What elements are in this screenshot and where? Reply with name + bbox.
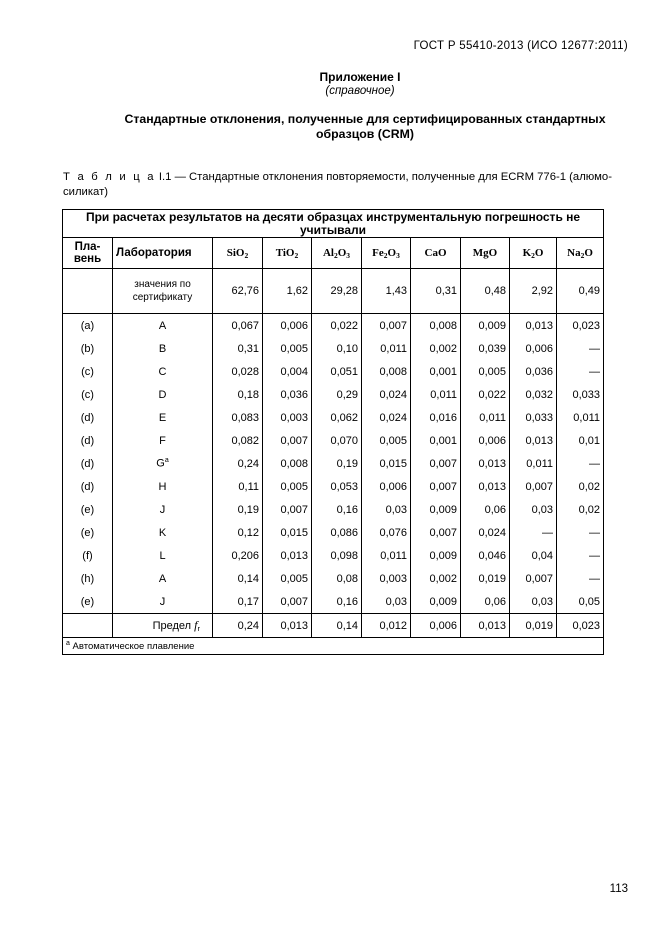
lab-code: C <box>158 365 167 378</box>
value-cell: 0,013 <box>263 544 312 567</box>
certified-value: 62,76 <box>213 269 263 314</box>
value-cell: — <box>510 521 557 544</box>
value-cell: 0,03 <box>510 590 557 614</box>
column-header-oxide <box>362 238 411 269</box>
value-cell: 0,12 <box>213 521 263 544</box>
certified-value: 1,43 <box>362 269 411 314</box>
certified-value: 0,48 <box>461 269 510 314</box>
lab-code: H <box>158 480 167 493</box>
value-cell: 0,098 <box>312 544 362 567</box>
melt-cell: (c) <box>63 383 113 406</box>
value-cell: 0,001 <box>411 360 461 383</box>
value-cell: — <box>589 572 601 585</box>
column-header-oxide <box>461 238 510 269</box>
value-cell: 0,011 <box>573 411 601 424</box>
table-row <box>63 475 604 498</box>
value-cell: 0,083 <box>213 406 263 429</box>
value-cell: 0,011 <box>411 383 461 406</box>
value-cell: 0,03 <box>362 498 411 521</box>
value-cell: 0,024 <box>362 406 411 429</box>
value-cell: 0,002 <box>411 567 461 590</box>
value-cell: 0,011 <box>362 337 411 360</box>
limit-value: 0,013 <box>461 614 510 638</box>
column-header-lab: Лаборатория <box>113 238 213 269</box>
value-cell: — <box>589 526 601 539</box>
value-cell: 0,19 <box>312 452 362 475</box>
value-cell: — <box>589 549 601 562</box>
value-cell: 0,023 <box>572 319 601 332</box>
lab-code: L <box>159 549 166 562</box>
value-cell: 0,007 <box>510 567 557 590</box>
lab-cell <box>113 521 213 544</box>
value-cell: 0,016 <box>411 406 461 429</box>
table-row <box>63 498 604 521</box>
lab-cell <box>113 590 213 614</box>
value-cell: 0,005 <box>263 337 312 360</box>
table-row <box>63 314 604 338</box>
value-cell: 0,001 <box>411 429 461 452</box>
appendix-subtitle: (справочное) <box>325 85 395 97</box>
value-cell: 0,004 <box>263 360 312 383</box>
value-cell: 0,036 <box>263 383 312 406</box>
melt-cell: (d) <box>63 406 113 429</box>
value-cell: 0,14 <box>213 567 263 590</box>
value-cell: 0,013 <box>461 475 510 498</box>
limit-value: 0,013 <box>263 614 312 638</box>
oxide-base: Al <box>322 246 334 259</box>
value-cell: 0,011 <box>461 406 510 429</box>
value-cell: 0,028 <box>213 360 263 383</box>
certified-value: 1,62 <box>263 269 312 314</box>
value-cell: 0,013 <box>510 314 557 338</box>
oxide-base: K <box>522 246 532 259</box>
melt-cell: (e) <box>63 590 113 614</box>
table-row <box>63 567 604 590</box>
table-row <box>63 544 604 567</box>
lab-code: E <box>158 411 167 424</box>
value-cell: 0,082 <box>213 429 263 452</box>
oxide-subscript: 2 <box>294 250 299 260</box>
lab-cell <box>113 314 213 338</box>
limit-value: 0,24 <box>213 614 263 638</box>
oxide-subscript: 2 <box>333 250 338 260</box>
value-cell: 0,053 <box>312 475 362 498</box>
value-cell: 0,007 <box>263 590 312 614</box>
value-cell: 0,19 <box>213 498 263 521</box>
certified-value: 29,28 <box>312 269 362 314</box>
limit-value: 0,023 <box>557 614 604 638</box>
value-cell: 0,29 <box>312 383 362 406</box>
lab-code: A <box>158 572 167 585</box>
value-cell: 0,007 <box>411 521 461 544</box>
column-header-oxide <box>263 238 312 269</box>
oxide-base: Na <box>567 246 581 259</box>
value-cell: 0,06 <box>461 498 510 521</box>
value-cell: 0,006 <box>461 429 510 452</box>
column-header-oxide <box>510 238 557 269</box>
value-cell: 0,011 <box>362 544 411 567</box>
lab-cell <box>113 429 213 452</box>
value-cell: 0,007 <box>411 452 461 475</box>
lab-cell <box>113 475 213 498</box>
footnote-marker: a <box>164 457 169 465</box>
lab-code: J <box>159 503 166 516</box>
melt-cell <box>63 614 113 638</box>
value-cell: — <box>589 342 601 355</box>
lab-code: A <box>158 319 167 332</box>
value-cell: 0,17 <box>213 590 263 614</box>
oxide-base: TiO <box>275 246 295 259</box>
melt-cell: (e) <box>63 498 113 521</box>
lab-cell <box>113 452 213 475</box>
footnote-marker: a <box>66 639 70 647</box>
value-cell: — <box>589 365 601 378</box>
lab-cell <box>113 544 213 567</box>
limit-row <box>63 614 604 638</box>
value-cell: 0,009 <box>411 590 461 614</box>
oxide-subscript: 2 <box>580 250 585 260</box>
certified-value: 0,31 <box>411 269 461 314</box>
limit-symbol-subscript: r <box>197 624 200 633</box>
value-cell: 0,01 <box>578 434 601 447</box>
oxide-subscript: 2 <box>383 250 388 260</box>
footnote-row <box>63 638 604 655</box>
value-cell: 0,08 <box>312 567 362 590</box>
value-cell: 0,005 <box>461 360 510 383</box>
oxide-rest: O <box>387 246 397 259</box>
value-cell: 0,086 <box>312 521 362 544</box>
value-cell: 0,206 <box>213 544 263 567</box>
value-cell: 0,019 <box>461 567 510 590</box>
column-header-oxide <box>213 238 263 269</box>
value-cell: 0,009 <box>411 498 461 521</box>
table-row <box>63 406 604 429</box>
value-cell: 0,051 <box>312 360 362 383</box>
melt-cell: (d) <box>63 452 113 475</box>
oxide-subscript: 3 <box>396 250 400 260</box>
value-cell: 0,16 <box>312 590 362 614</box>
value-cell: 0,05 <box>578 595 601 608</box>
value-cell: 0,03 <box>510 498 557 521</box>
value-cell: 0,062 <box>312 406 362 429</box>
value-cell: 0,007 <box>263 429 312 452</box>
value-cell: 0,007 <box>510 475 557 498</box>
oxide-rest: O <box>337 246 347 259</box>
value-cell: 0,022 <box>312 314 362 338</box>
value-cell: 0,006 <box>362 475 411 498</box>
value-cell: 0,022 <box>461 383 510 406</box>
value-cell: 0,013 <box>461 452 510 475</box>
limit-value: 0,14 <box>312 614 362 638</box>
table-span-header: При расчетах результатов на десяти образцах инструментальную погрешность не учитывали <box>63 210 604 238</box>
oxide-subscript: 2 <box>244 250 249 260</box>
table-row <box>63 590 604 614</box>
table-caption <box>63 170 633 200</box>
oxide-base: CaO <box>424 247 447 259</box>
value-cell: 0,003 <box>362 567 411 590</box>
column-header-oxide <box>312 238 362 269</box>
table-row <box>63 521 604 544</box>
value-cell: 0,04 <box>510 544 557 567</box>
table-row <box>63 452 604 475</box>
value-cell: — <box>589 457 601 470</box>
melt-cell: (f) <box>63 544 113 567</box>
limit-value: 0,012 <box>362 614 411 638</box>
column-header-oxide <box>557 238 604 269</box>
value-cell: 0,008 <box>362 360 411 383</box>
value-cell: 0,008 <box>263 452 312 475</box>
oxide-base: Fe <box>372 246 384 259</box>
value-cell: 0,015 <box>263 521 312 544</box>
limit-value: 0,019 <box>510 614 557 638</box>
standard-number: ГОСТ Р 55410-2013 (ИСО 12677:2011) <box>413 40 628 52</box>
oxide-subscript: 2 <box>531 250 535 260</box>
melt-cell: (b) <box>63 337 113 360</box>
lab-cell <box>113 567 213 590</box>
table-row <box>63 337 604 360</box>
lab-cell <box>113 406 213 429</box>
value-cell: 0,002 <box>411 337 461 360</box>
limit-symbol: f <box>194 618 198 632</box>
value-cell: 0,008 <box>411 314 461 338</box>
value-cell: 0,024 <box>362 383 411 406</box>
lab-code: F <box>159 434 166 447</box>
value-cell: 0,024 <box>461 521 510 544</box>
value-cell: 0,070 <box>312 429 362 452</box>
value-cell: 0,005 <box>362 429 411 452</box>
table-caption-text: I.1 — Стандартные отклонения повторяемости, полученные для ECRM 776-1 (алюмо-силикат) <box>63 171 612 198</box>
value-cell: 0,006 <box>510 337 557 360</box>
value-cell: 0,007 <box>263 498 312 521</box>
lab-code: D <box>158 388 167 401</box>
value-cell: 0,02 <box>578 480 601 493</box>
value-cell: 0,006 <box>263 314 312 338</box>
value-cell: 0,013 <box>510 429 557 452</box>
section-heading: Стандартные отклонения, полученные для сертифицированных стандартных образцов (CRM) <box>124 112 606 141</box>
value-cell: 0,039 <box>461 337 510 360</box>
table-row <box>63 429 604 452</box>
certified-value: 0,49 <box>557 269 604 314</box>
value-cell: 0,011 <box>510 452 557 475</box>
value-cell: 0,06 <box>461 590 510 614</box>
value-cell: 0,036 <box>510 360 557 383</box>
column-header-oxide <box>411 238 461 269</box>
value-cell: 0,076 <box>362 521 411 544</box>
oxide-subscript: 3 <box>346 250 351 260</box>
melt-cell: (c) <box>63 360 113 383</box>
oxide-rest: O <box>584 246 593 259</box>
value-cell: 0,02 <box>578 503 601 516</box>
value-cell: 0,009 <box>461 314 510 338</box>
value-cell: 0,005 <box>263 567 312 590</box>
melt-cell: (e) <box>63 521 113 544</box>
lab-cell <box>113 383 213 406</box>
value-cell: 0,005 <box>263 475 312 498</box>
deviation-table <box>62 209 604 655</box>
lab-code: G <box>156 457 165 470</box>
column-header-melt: Пла-вень <box>63 238 113 269</box>
lab-cell <box>113 498 213 521</box>
lab-cell <box>113 337 213 360</box>
value-cell: 0,033 <box>510 406 557 429</box>
footnote <box>63 638 604 655</box>
value-cell: 0,10 <box>312 337 362 360</box>
lab-code: B <box>158 342 167 355</box>
value-cell: 0,03 <box>362 590 411 614</box>
value-cell: 0,16 <box>312 498 362 521</box>
value-cell: 0,11 <box>213 475 263 498</box>
limit-label: Предел <box>152 620 195 632</box>
certified-values-row <box>63 269 604 314</box>
melt-cell: (d) <box>63 429 113 452</box>
melt-cell: (d) <box>63 475 113 498</box>
lab-cell <box>113 360 213 383</box>
value-cell: 0,007 <box>411 475 461 498</box>
appendix-title: Приложение I <box>319 70 401 84</box>
oxide-base: MgO <box>472 247 498 259</box>
melt-cell: (a) <box>63 314 113 338</box>
value-cell: 0,033 <box>572 388 601 401</box>
limit-value: 0,006 <box>411 614 461 638</box>
value-cell: 0,009 <box>411 544 461 567</box>
value-cell: 0,18 <box>213 383 263 406</box>
certified-label: значения по сертификату <box>113 269 213 314</box>
value-cell: 0,015 <box>362 452 411 475</box>
value-cell: 0,032 <box>510 383 557 406</box>
table-row <box>63 360 604 383</box>
value-cell: 0,067 <box>213 314 263 338</box>
lab-code: J <box>159 595 166 608</box>
footnote-text: Автоматическое плавление <box>69 641 195 653</box>
table-caption-prefix: Т а б л и ц а <box>63 171 156 183</box>
value-cell: 0,046 <box>461 544 510 567</box>
limit-label-cell <box>113 614 213 638</box>
value-cell: 0,31 <box>213 337 263 360</box>
table-row <box>63 383 604 406</box>
oxide-base: SiO <box>226 246 245 259</box>
lab-code: K <box>158 526 167 539</box>
melt-cell <box>63 269 113 314</box>
certified-value: 2,92 <box>510 269 557 314</box>
value-cell: 0,24 <box>213 452 263 475</box>
page-number: 113 <box>609 883 628 895</box>
value-cell: 0,007 <box>362 314 411 338</box>
oxide-rest: O <box>534 246 544 259</box>
value-cell: 0,003 <box>263 406 312 429</box>
melt-cell: (h) <box>63 567 113 590</box>
